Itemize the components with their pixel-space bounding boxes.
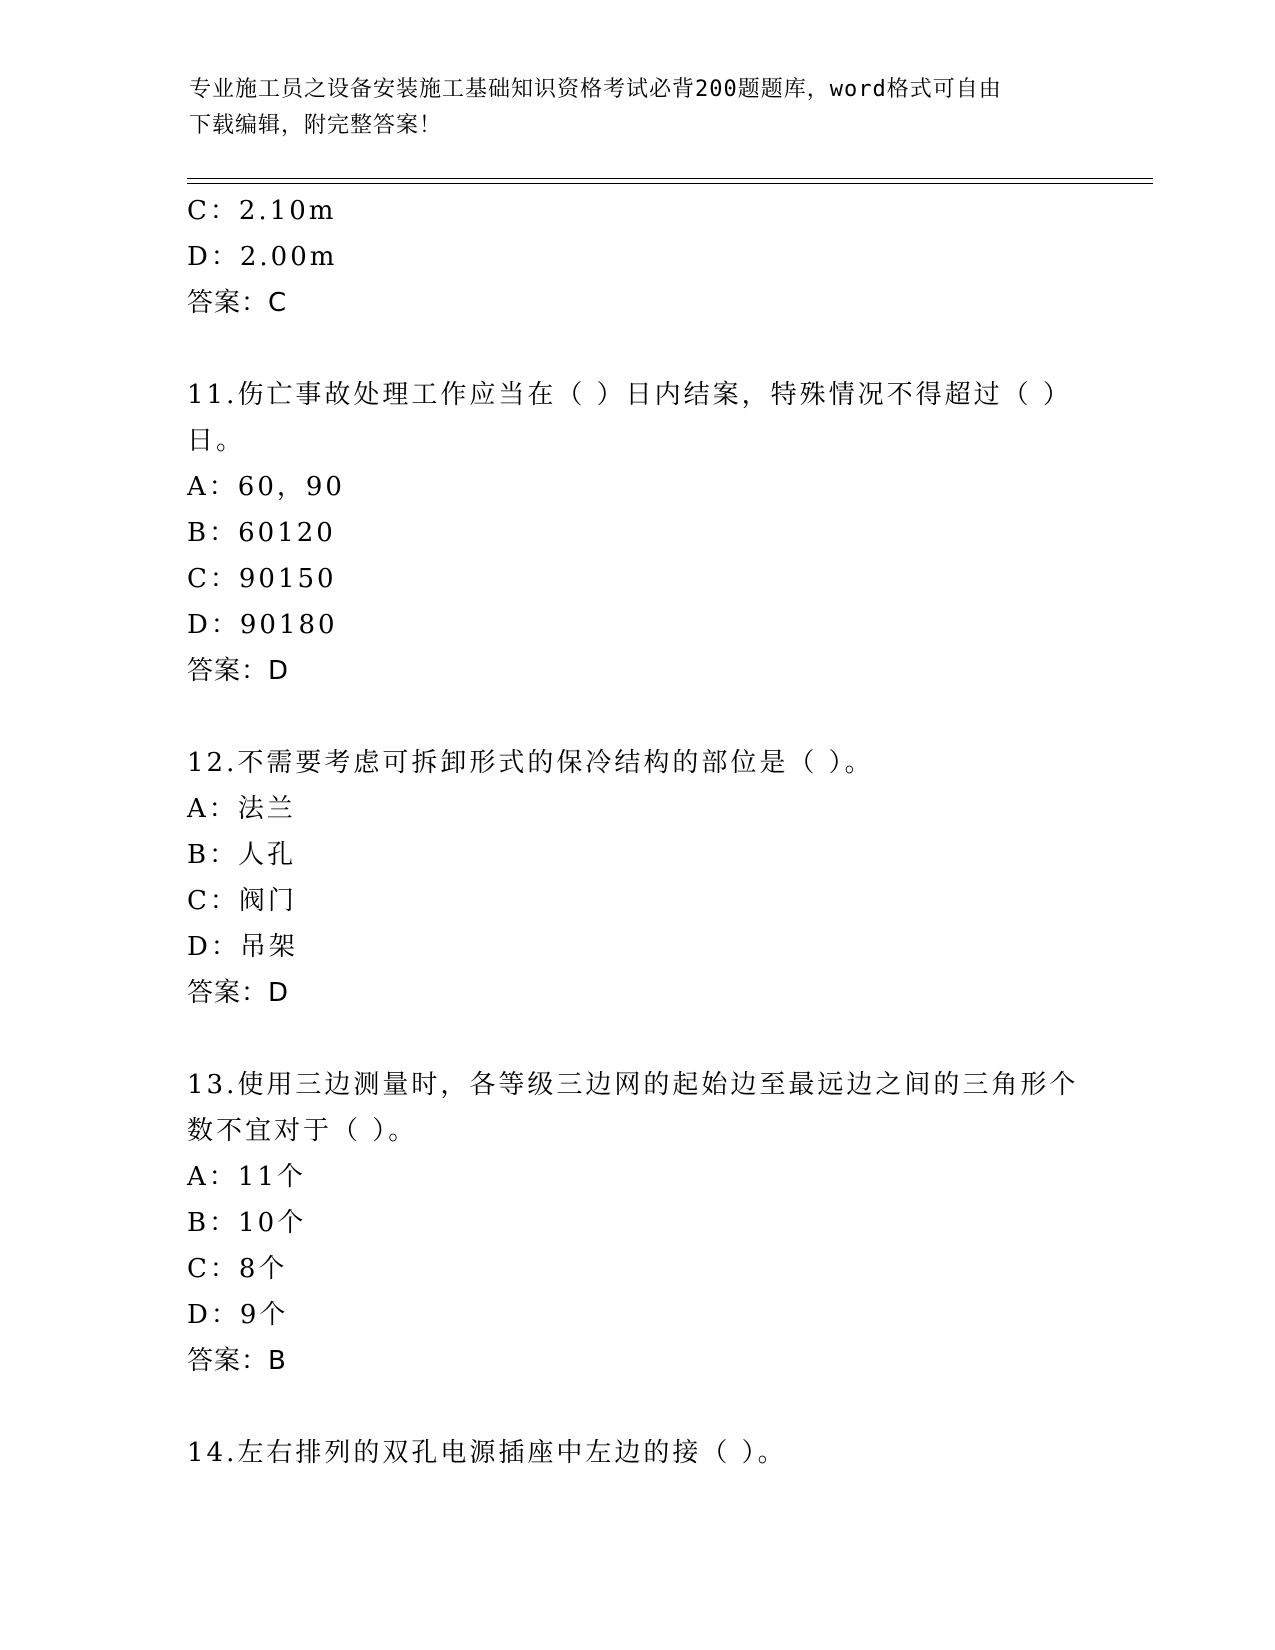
- option-c: C：8个: [187, 1254, 288, 1284]
- question-text: 日。: [187, 426, 246, 456]
- question-block-prev: [187, 188, 1087, 326]
- answer-line: 答案：B: [187, 1346, 287, 1376]
- option-d: D：9个: [187, 1300, 289, 1330]
- question-block-13: [187, 1062, 1087, 1384]
- question-text: 11.伤亡事故处理工作应当在（ ）日内结案，特殊情况不得超过（ ）: [187, 380, 1072, 410]
- option-a: A：11个: [187, 1162, 306, 1192]
- spacer: [187, 694, 1087, 740]
- question-text: 13.使用三边测量时，各等级三边网的起始边至最远边之间的三角形个: [187, 1070, 1079, 1100]
- answer-line: 答案：D: [187, 656, 290, 686]
- question-text: 数不宜对于（ ）。: [187, 1116, 418, 1146]
- option-c: C：2.10m: [187, 196, 337, 226]
- header-rule-top: [187, 178, 1153, 179]
- option-c: C：90150: [187, 564, 337, 594]
- spacer: [187, 1016, 1087, 1062]
- question-block-11: [187, 372, 1087, 694]
- question-block-12: [187, 740, 1087, 1016]
- spacer: [187, 326, 1087, 372]
- document-header: [189, 72, 1089, 144]
- option-a: A：法兰: [187, 794, 296, 824]
- spacer: [187, 1384, 1087, 1430]
- option-d: D：2.00m: [187, 242, 338, 272]
- header-line-2: 下载编辑，附完整答案！: [189, 113, 443, 138]
- document-body: [187, 188, 1087, 1476]
- header-rule-bottom: [187, 183, 1153, 184]
- question-block-14: [187, 1430, 1087, 1476]
- question-text: 12.不需要考虑可拆卸形式的保冷结构的部位是（ ）。: [187, 748, 874, 778]
- option-b: B：10个: [187, 1208, 307, 1238]
- header-line-1: 专业施工员之设备安装施工基础知识资格考试必背200题题库，word格式可自由: [189, 77, 1002, 102]
- option-b: B：人孔: [187, 840, 297, 870]
- answer-line: 答案：D: [187, 978, 290, 1008]
- question-text: 14.左右排列的双孔电源插座中左边的接（ ）。: [187, 1438, 787, 1468]
- option-d: D：吊架: [187, 932, 298, 962]
- option-d: D：90180: [187, 610, 338, 640]
- option-b: B：60120: [187, 518, 336, 548]
- answer-line: 答案：C: [187, 288, 288, 318]
- option-c: C：阀门: [187, 886, 297, 916]
- option-a: A：60，90: [187, 472, 345, 502]
